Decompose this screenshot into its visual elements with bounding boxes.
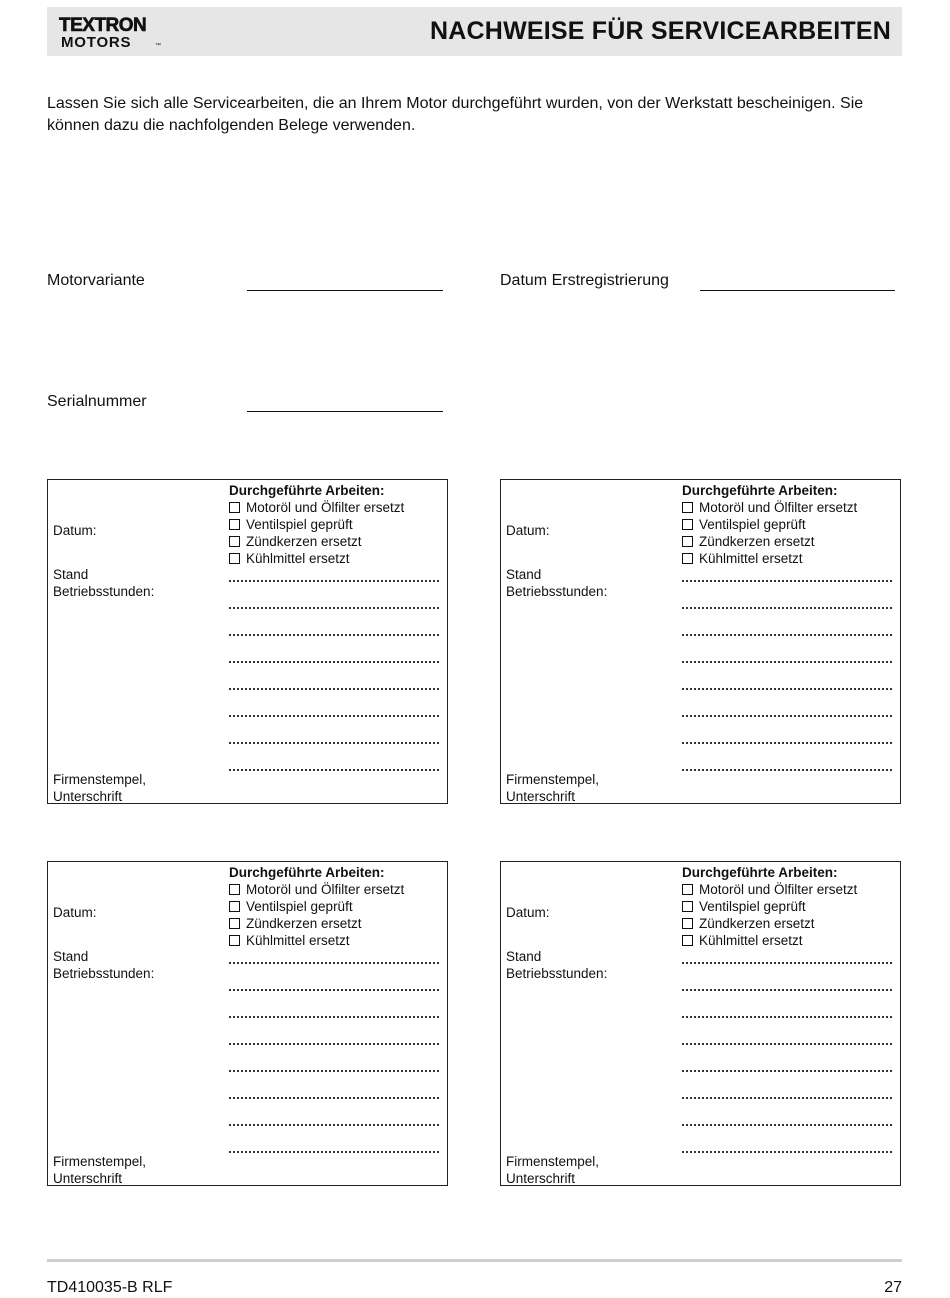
date-label: Datum: xyxy=(53,905,97,920)
checkbox-oil-filter[interactable]: Motoröl und Ölfilter ersetzt xyxy=(229,881,441,898)
dotted-entry-line[interactable] xyxy=(229,1072,439,1099)
dotted-entry-line[interactable] xyxy=(682,663,892,690)
checkbox-icon[interactable] xyxy=(682,918,693,929)
intro-text: Lassen Sie sich alle Servicearbeiten, die an Ihrem Motor durchgeführt wurden, von der Werkstatt bescheinigen. Sie können dazu die nachfolgenden Belege verwenden. xyxy=(47,95,864,134)
page-header xyxy=(47,7,902,56)
stamp-signature-label: Firmenstempel, Unterschrift xyxy=(506,772,600,804)
motor-variant-line[interactable] xyxy=(247,290,443,291)
performed-works xyxy=(229,482,441,771)
dotted-entry-line[interactable] xyxy=(229,717,439,744)
service-record-card xyxy=(47,479,448,804)
service-record-card xyxy=(500,479,901,804)
dotted-entry-line[interactable] xyxy=(682,1099,892,1126)
date-label: Datum: xyxy=(53,523,97,538)
checkbox-valve-clearance[interactable]: Ventilspiel geprüft xyxy=(682,516,894,533)
hours-label: Stand Betriebsstunden: xyxy=(506,949,608,981)
checkbox-oil-filter[interactable]: Motoröl und Ölfilter ersetzt xyxy=(682,499,894,516)
checkbox-coolant[interactable]: Kühlmittel ersetzt xyxy=(682,550,894,567)
works-title: Durchgeführte Arbeiten: xyxy=(229,483,385,498)
works-title: Durchgeführte Arbeiten: xyxy=(682,865,838,880)
checkbox-icon[interactable] xyxy=(229,935,240,946)
checkbox-valve-clearance[interactable]: Ventilspiel geprüft xyxy=(229,898,441,915)
dotted-entry-line[interactable] xyxy=(229,1126,439,1153)
hours-label: Stand Betriebsstunden: xyxy=(53,567,155,599)
first-registration-label: Datum Erstregistrierung xyxy=(500,272,669,289)
service-record-card xyxy=(500,861,901,1186)
checkbox-oil-filter[interactable]: Motoröl und Ölfilter ersetzt xyxy=(229,499,441,516)
dotted-entry-line[interactable] xyxy=(682,609,892,636)
serial-number-line[interactable] xyxy=(247,411,443,412)
performed-works xyxy=(682,864,894,1153)
checkbox-spark-plugs[interactable]: Zündkerzen ersetzt xyxy=(229,533,441,550)
dotted-entry-line[interactable] xyxy=(682,582,892,609)
svg-text:MOTORS: MOTORS xyxy=(61,34,132,48)
textron-motors-logo xyxy=(57,14,169,48)
checkbox-icon[interactable] xyxy=(229,884,240,895)
checkbox-spark-plugs[interactable]: Zündkerzen ersetzt xyxy=(229,915,441,932)
checkbox-coolant[interactable]: Kühlmittel ersetzt xyxy=(229,550,441,567)
svg-text:™: ™ xyxy=(155,43,161,48)
checkbox-icon[interactable] xyxy=(229,519,240,530)
dotted-entry-line[interactable] xyxy=(229,1045,439,1072)
performed-works xyxy=(229,864,441,1153)
footer-divider xyxy=(47,1259,902,1262)
dotted-entry-line[interactable] xyxy=(682,1045,892,1072)
stamp-signature-label: Firmenstempel, Unterschrift xyxy=(506,1154,600,1186)
dotted-entry-line[interactable] xyxy=(229,1099,439,1126)
service-record-card xyxy=(47,861,448,1186)
checkbox-spark-plugs[interactable]: Zündkerzen ersetzt xyxy=(682,533,894,550)
checkbox-icon[interactable] xyxy=(229,901,240,912)
dotted-entry-line[interactable] xyxy=(682,964,892,991)
dotted-entry-line[interactable] xyxy=(229,663,439,690)
dotted-entry-line[interactable] xyxy=(682,1072,892,1099)
date-label: Datum: xyxy=(506,905,550,920)
serial-number-label: Serialnummer xyxy=(47,393,147,410)
checkbox-icon[interactable] xyxy=(682,502,693,513)
document-code: TD410035-B RLF xyxy=(47,1279,173,1296)
checkbox-icon[interactable] xyxy=(682,536,693,547)
dotted-entry-line[interactable] xyxy=(682,717,892,744)
dotted-entry-line[interactable] xyxy=(229,582,439,609)
checkbox-icon[interactable] xyxy=(229,536,240,547)
page-title: NACHWEISE FÜR SERVICEARBEITEN xyxy=(430,17,891,45)
dotted-entry-line[interactable] xyxy=(229,744,439,771)
stamp-signature-label: Firmenstempel, Unterschrift xyxy=(53,772,147,804)
checkbox-icon[interactable] xyxy=(229,502,240,513)
checkbox-icon[interactable] xyxy=(682,519,693,530)
stamp-signature-label: Firmenstempel, Unterschrift xyxy=(53,1154,147,1186)
checkbox-icon[interactable] xyxy=(682,901,693,912)
dotted-entry-line[interactable] xyxy=(229,690,439,717)
works-title: Durchgeführte Arbeiten: xyxy=(682,483,838,498)
dotted-entry-line[interactable] xyxy=(229,964,439,991)
checkbox-valve-clearance[interactable]: Ventilspiel geprüft xyxy=(682,898,894,915)
hours-label: Stand Betriebsstunden: xyxy=(506,567,608,599)
page-number: 27 xyxy=(884,1279,902,1296)
works-title: Durchgeführte Arbeiten: xyxy=(229,865,385,880)
checkbox-coolant[interactable]: Kühlmittel ersetzt xyxy=(682,932,894,949)
motor-variant-label: Motorvariante xyxy=(47,272,145,289)
checkbox-icon[interactable] xyxy=(682,935,693,946)
dotted-entry-line[interactable] xyxy=(682,991,892,1018)
dotted-entry-line[interactable] xyxy=(682,690,892,717)
checkbox-icon[interactable] xyxy=(682,553,693,564)
checkbox-spark-plugs[interactable]: Zündkerzen ersetzt xyxy=(682,915,894,932)
svg-text:TEXTRON: TEXTRON xyxy=(59,15,147,36)
dotted-entry-line[interactable] xyxy=(682,636,892,663)
dotted-entry-line[interactable] xyxy=(682,1018,892,1045)
checkbox-coolant[interactable]: Kühlmittel ersetzt xyxy=(229,932,441,949)
performed-works xyxy=(682,482,894,771)
dotted-entry-line[interactable] xyxy=(229,991,439,1018)
date-label: Datum: xyxy=(506,523,550,538)
checkbox-valve-clearance[interactable]: Ventilspiel geprüft xyxy=(229,516,441,533)
checkbox-icon[interactable] xyxy=(229,553,240,564)
first-registration-line[interactable] xyxy=(700,290,895,291)
checkbox-oil-filter[interactable]: Motoröl und Ölfilter ersetzt xyxy=(682,881,894,898)
checkbox-icon[interactable] xyxy=(229,918,240,929)
dotted-entry-line[interactable] xyxy=(229,609,439,636)
dotted-entry-line[interactable] xyxy=(229,1018,439,1045)
dotted-entry-line[interactable] xyxy=(682,744,892,771)
checkbox-icon[interactable] xyxy=(682,884,693,895)
dotted-entry-line[interactable] xyxy=(682,1126,892,1153)
hours-label: Stand Betriebsstunden: xyxy=(53,949,155,981)
dotted-entry-line[interactable] xyxy=(229,636,439,663)
